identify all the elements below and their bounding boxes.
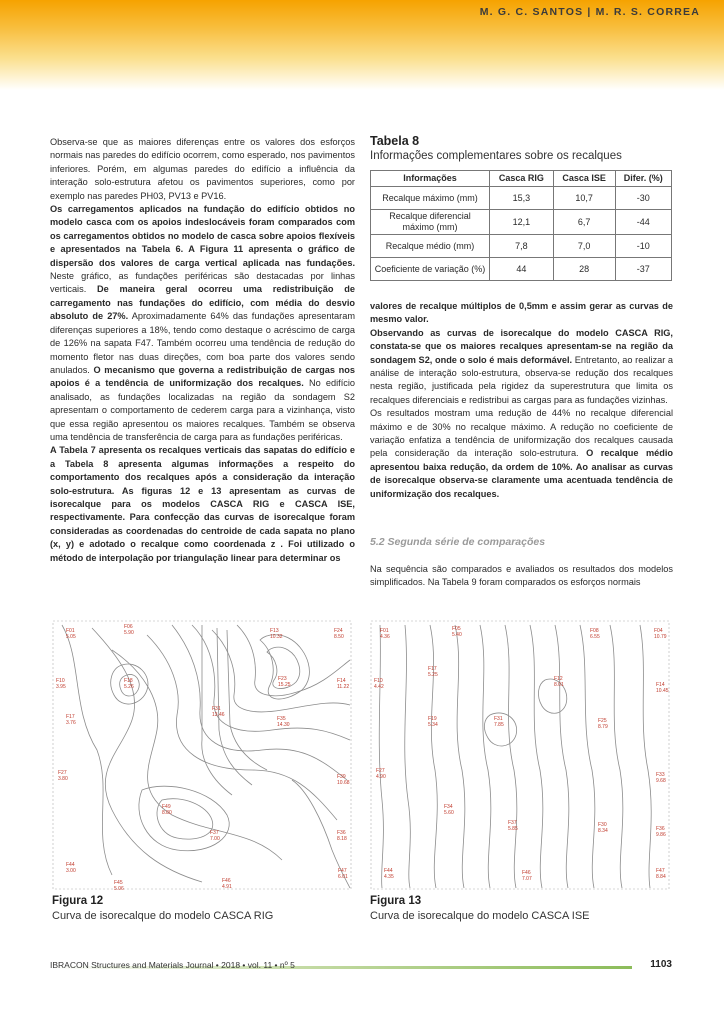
svg-text:13.46: 13.46 (212, 712, 225, 718)
svg-text:F10: F10 (56, 678, 65, 684)
svg-text:F25: F25 (598, 718, 607, 724)
svg-text:F08: F08 (590, 628, 599, 634)
page-number: 1103 (650, 959, 672, 970)
svg-text:F24: F24 (334, 628, 343, 634)
svg-text:F36: F36 (656, 826, 665, 832)
figure-12-caption: Curva de isorecalque do modelo CASCA RIG (52, 910, 274, 922)
svg-text:5.25: 5.25 (428, 672, 438, 678)
svg-text:3.95: 3.95 (56, 684, 66, 690)
svg-text:5.34: 5.34 (428, 722, 438, 728)
svg-text:9.68: 9.68 (656, 778, 666, 784)
table-header: Informações (371, 171, 490, 187)
svg-text:15.25: 15.25 (278, 682, 291, 688)
svg-text:4.36: 4.36 (380, 634, 390, 640)
svg-text:3.80: 3.80 (58, 776, 68, 782)
svg-text:F19: F19 (428, 716, 437, 722)
contour-svg-ise (370, 620, 670, 890)
svg-text:F04: F04 (654, 628, 663, 634)
table-subtitle: Informações complementares sobre os recalques (370, 150, 622, 162)
svg-text:8.34: 8.34 (598, 828, 608, 834)
svg-text:8.01: 8.01 (554, 682, 564, 688)
svg-text:F37: F37 (508, 820, 517, 826)
svg-text:F49: F49 (162, 804, 171, 810)
svg-text:4.91: 4.91 (222, 884, 232, 890)
svg-text:F37: F37 (210, 830, 219, 836)
svg-text:5.40: 5.40 (452, 632, 462, 638)
svg-text:F31: F31 (494, 716, 503, 722)
paragraph: Os resultados mostram uma redução de 44% no recalque diferencial máximo e de 30% no recalque máximo. A redução no coeficiente de variação enfatiza a tendência de uniformização dos recalques causada pela consideração da interação solo-estrutura. O recalque médio apresentou baixa redução, da ordem de 10%. Ao analisar as curvas de isorecalque observa-se claramente uma acentuada tendência de uniformização dos recalques. (370, 408, 674, 499)
svg-text:7.85: 7.85 (494, 722, 504, 728)
right-column-continued (370, 563, 673, 590)
svg-text:F17: F17 (428, 666, 437, 672)
svg-text:11.22: 11.22 (337, 684, 350, 690)
table-row: Coeficiente de variação (%) 44 28 -37 (371, 258, 672, 281)
footer-journal: IBRACON Structures and Materials Journal • 2018 • vol. 11 • nº 5 (50, 960, 295, 970)
figure-13-contour-plot (370, 620, 670, 890)
right-column (370, 300, 673, 501)
paragraph: Na sequência são comparados e avaliados os resultados dos modelos simplificados. Na Tabela 9 foram comparados os esforços normais (370, 564, 673, 588)
svg-text:7.00: 7.00 (210, 836, 220, 842)
paragraph: A Tabela 7 apresenta os recalques verticais das sapatas do edifício e a Tabela 8 apresenta algumas informações a respeito do comportamento dos recalques após a consideração da interação solo-estrutura. As figuras 12 e 13 apresentam as curvas de isorecalque para os modelos CASCA RIG e CASCA ISE, respectivamente. Para confecção das curvas de isorecalque foram consideradas as coordenadas do centroide de cada sapata no plano (x, y) e adotado o recalque como coordenada z . Foi utilizado o método de interpolação por triangulação linear para determinar os (50, 445, 355, 563)
figure-13-title: Figura 13 (370, 895, 422, 907)
svg-text:4.35: 4.35 (384, 874, 394, 880)
table-row: Recalque diferencial máximo (mm) 12,1 6,7 -44 (371, 210, 672, 235)
svg-text:F36: F36 (337, 830, 346, 836)
svg-text:F46: F46 (522, 870, 531, 876)
svg-text:5.90: 5.90 (124, 630, 134, 636)
svg-text:10.79: 10.79 (654, 634, 667, 640)
svg-text:8.18: 8.18 (337, 836, 347, 842)
svg-text:F12: F12 (554, 676, 563, 682)
svg-text:14.30: 14.30 (277, 722, 290, 728)
svg-text:F31: F31 (212, 706, 221, 712)
paragraph: Os carregamentos aplicados na fundação do edifício obtidos no modelo casca com os apoios indeslocáveis foram comparados com os carregamentos obtidos no modelo de casca sobre apoios flexíveis e apresentados na Tabela 6. A Figura 11 apresenta o gráfico de dispersão dos valores de carga vertical aplicada nas fundações. Neste gráfico, as fundações periféricas são destacadas por linhas verticais. De maneira geral ocorreu uma redistribuição de carregamento nas fundações do edifício, com média do desvio absoluto de 27%. Aproximadamente 64% das fundações apresentaram diferenças superiores a 18%, tendo como destaque o acréscimo de carga de 126% na sapata F47. Também ocorreu uma tendência de redução do momento fletor nas duas direções, com boa parte dos valores sendo anulados. O mecanismo que governa a redistribuição de cargas nos apoios é a tendência de uniformização dos recalques. No edifício analisado, as fundações localizadas na região da sondagem S2 apresentam o comportamento de cederem carga para a vizinhança, visto que essa região apresentou os maiores recalques. Também se observa uma tendência de transferência de carga para as fundações periféricas. (50, 204, 355, 442)
svg-text:5.26: 5.26 (124, 684, 134, 690)
svg-text:F14: F14 (337, 678, 346, 684)
svg-text:F47: F47 (338, 868, 347, 874)
authors-header: M. G. C. SANTOS | M. R. S. CORREA (479, 6, 700, 18)
svg-text:F23: F23 (278, 676, 287, 682)
svg-text:F17: F17 (66, 714, 75, 720)
svg-text:F47: F47 (656, 868, 665, 874)
svg-text:10.68: 10.68 (337, 780, 350, 786)
left-column (50, 136, 355, 565)
table-header: Casca ISE (553, 171, 615, 187)
table-header: Casca RIG (490, 171, 554, 187)
svg-text:6.55: 6.55 (590, 634, 600, 640)
svg-text:3.76: 3.76 (66, 720, 76, 726)
svg-text:3.00: 3.00 (66, 868, 76, 874)
figure-13-caption: Curva de isorecalque do modelo CASCA ISE (370, 910, 590, 922)
contour-svg-rig (52, 620, 352, 890)
svg-text:8.50: 8.50 (334, 634, 344, 640)
svg-text:8.84: 8.84 (656, 874, 666, 880)
svg-text:4.42: 4.42 (374, 684, 384, 690)
svg-text:F44: F44 (66, 862, 75, 868)
svg-text:F30: F30 (598, 822, 607, 828)
svg-text:F35: F35 (277, 716, 286, 722)
svg-text:8.80: 8.80 (162, 810, 172, 816)
svg-text:F44: F44 (384, 868, 393, 874)
table-title: Tabela 8 (370, 134, 420, 148)
svg-text:F27: F27 (58, 770, 67, 776)
paragraph: Observando as curvas de isorecalque do modelo CASCA RIG, constata-se que os maiores recalques apresentam-se na região da sondagem S2, onde o solo é mais deformável. Entretanto, ao realizar a análise de interação solo-estrutura, observa-se redução dos recalques nesta região, justificada pela rigidez da superestrutura que limita os recalques diferenciais e redistribui as cargas para as fundações vizinhas. (370, 327, 673, 405)
table-row: Recalque máximo (mm) 15,3 10,7 -30 (371, 187, 672, 210)
svg-text:F14: F14 (656, 682, 665, 688)
svg-text:10.32: 10.32 (270, 634, 283, 640)
table-row: Recalque médio (mm) 7,8 7,0 -10 (371, 235, 672, 258)
svg-text:9.86: 9.86 (656, 832, 666, 838)
svg-text:5.06: 5.06 (114, 886, 124, 890)
svg-text:5.85: 5.85 (508, 826, 518, 832)
svg-text:4.90: 4.90 (376, 774, 386, 780)
svg-text:7.07: 7.07 (522, 876, 532, 882)
figure-12-contour-plot (52, 620, 352, 890)
section-heading: 5.2 Segunda série de comparações (370, 536, 546, 548)
svg-text:F27: F27 (376, 768, 385, 774)
svg-text:F01: F01 (380, 628, 389, 634)
svg-text:F39: F39 (337, 774, 346, 780)
svg-text:F34: F34 (444, 804, 453, 810)
svg-text:10.45: 10.45 (656, 688, 669, 694)
svg-text:F05: F05 (452, 626, 461, 632)
figure-12-title: Figura 12 (52, 895, 104, 907)
svg-text:5.05: 5.05 (66, 634, 76, 640)
svg-text:F45: F45 (114, 880, 123, 886)
table-header: Difer. (%) (615, 171, 671, 187)
paragraph: valores de recalque múltiplos de 0,5mm e assim gerar as curvas de mesmo valor. (370, 301, 673, 325)
svg-text:8.79: 8.79 (598, 724, 608, 730)
svg-text:F33: F33 (656, 772, 665, 778)
svg-text:F10: F10 (374, 678, 383, 684)
paragraph: Observa-se que as maiores diferenças entre os valores dos esforços normais nas paredes do edifício ocorrem, como esperado, nos pavimentos inferiores. Porém, em algumas paredes do edifício a influência da interação solo-estrutura afetou os pavimentos superiores, como por exemplo nas paredes PH03, PV13 e PV16. (50, 137, 355, 201)
settlement-table (370, 170, 672, 281)
svg-text:6.01: 6.01 (338, 874, 348, 880)
svg-text:F46: F46 (222, 878, 231, 884)
svg-text:5.60: 5.60 (444, 810, 454, 816)
svg-text:F18: F18 (124, 678, 133, 684)
svg-text:F13: F13 (270, 628, 279, 634)
svg-text:F06: F06 (124, 624, 133, 630)
svg-text:F01: F01 (66, 628, 75, 634)
